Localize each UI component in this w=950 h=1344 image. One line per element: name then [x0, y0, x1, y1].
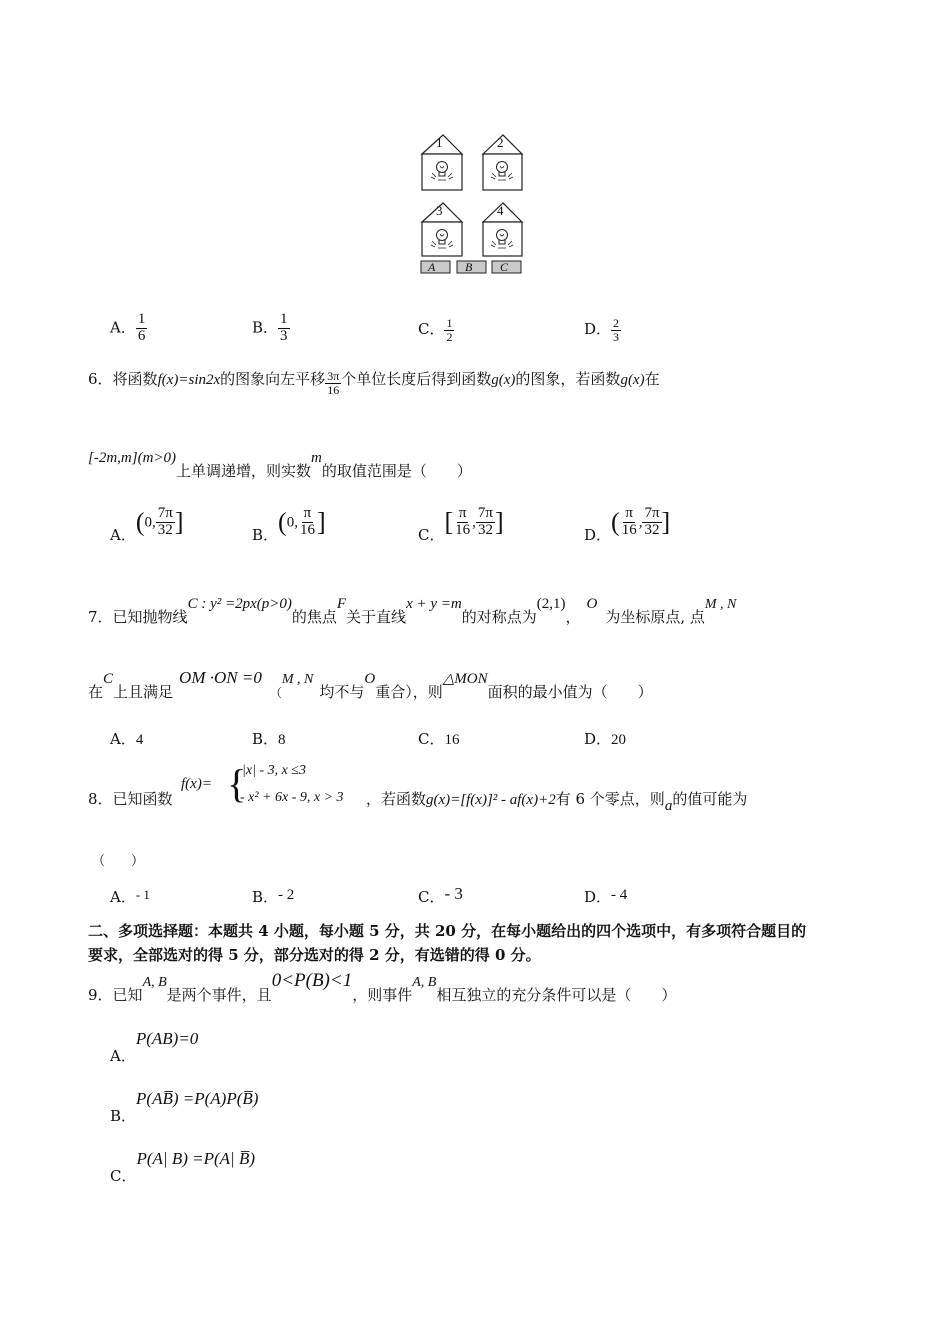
q7-option-d: D．20: [584, 730, 627, 748]
switch-a: [421, 261, 450, 273]
q8-stem-rest: ，若函数g(x)=[f(x)]² - af(x)+2有 6 个零点，则a的值可能为: [366, 790, 748, 814]
q5-option-a: A． $\frac{1}{6}$: [110, 311, 146, 344]
q5-option-d: D． $\frac{2}{3}$: [584, 316, 620, 344]
q8-option-b: B．- 2: [252, 887, 295, 906]
switch-a-label: A: [428, 260, 436, 274]
house-1-label: 1: [436, 135, 443, 150]
q9-stem: 9．已知A, B是两个事件，且0<P(B)<1，则事件A, B相互独立的充分条件可以是（ ）: [88, 970, 677, 1004]
q9-option-a: A．P(AB)=0: [110, 1029, 199, 1065]
q8-number: 8．已知函数: [88, 790, 173, 808]
q6-option-b: B．(0, $\frac{\pi}{16}$ ]: [252, 505, 326, 545]
q7-stem-line1: 7．已知抛物线C : y² =2px(p>0)的焦点F关于直线x + y =m的对称点为(2,1)，O为坐标原点, 点M , N: [88, 596, 737, 626]
q7-option-a: A．4: [110, 730, 144, 748]
lamp-switch-figure: [415, 130, 525, 280]
q8-option-a: A．- 1: [110, 887, 150, 906]
switch-c-label: C: [500, 260, 509, 274]
q8-option-d: D．- 4: [584, 887, 628, 906]
q6-stem-line2: [-2m,m](m>0)上单调递增，则实数m的取值范围是（ ）: [88, 450, 472, 480]
q7-option-b: B．8: [252, 730, 286, 748]
q5-option-c: C． $\frac{1}{2}$: [418, 316, 453, 344]
q6-stem-line1: 6．将函数f(x)=sin2x的图象向左平移 $\frac{3\pi}{16}$ 个单位长度后得到函数g(x)的图象，若函数g(x)在: [88, 369, 660, 397]
section2-line2: 要求，全部选对的得 5 分，部分选对的得 2 分，有选错的得 0 分。: [88, 946, 541, 964]
q8-blank: （ ）: [92, 854, 145, 869]
q6-option-c: C．[ $\frac{\pi}{16}$ , $\frac{7\pi}{32}$ ]: [418, 505, 504, 545]
switch-b-label: B: [465, 260, 473, 274]
q6-option-a: A．(0, $\frac{7\pi}{32}$ ]: [110, 505, 184, 545]
q8-brace: {: [227, 761, 247, 806]
house-4-label: 4: [497, 203, 504, 218]
q7-option-c: C．16: [418, 730, 460, 748]
q8-case2: - x² + 6x - 9, x > 3: [240, 790, 344, 805]
q9-option-b: B．P(AB̅) =P(A)P(B̅): [110, 1089, 259, 1125]
section2-line1: 二、多项选择题：本题共 4 小题，每小题 5 分，共 20 分，在每小题给出的四个选项中，有多项符合题目的: [88, 922, 807, 940]
q8-case1: |x| - 3, x ≤3: [242, 763, 306, 778]
house-3-label: 3: [436, 203, 443, 218]
q8-option-c: C．- 3: [418, 884, 463, 906]
q5-option-b: B． $\frac{1}{3}$: [252, 311, 288, 344]
q8-fx: f(x)=: [181, 776, 212, 792]
house-2-label: 2: [497, 135, 504, 150]
q6-option-d: D．( $\frac{\pi}{16}$ , $\frac{7\pi}{32}$ ]: [584, 505, 671, 545]
q9-option-c: C．P(A| B) =P(A| B̅): [110, 1149, 256, 1185]
q7-stem-line2: 在C上且满足OM $\cdot ON =0_(M$ , N均不与O重合），则△MON面积的最小值为（ ）: [88, 668, 653, 701]
